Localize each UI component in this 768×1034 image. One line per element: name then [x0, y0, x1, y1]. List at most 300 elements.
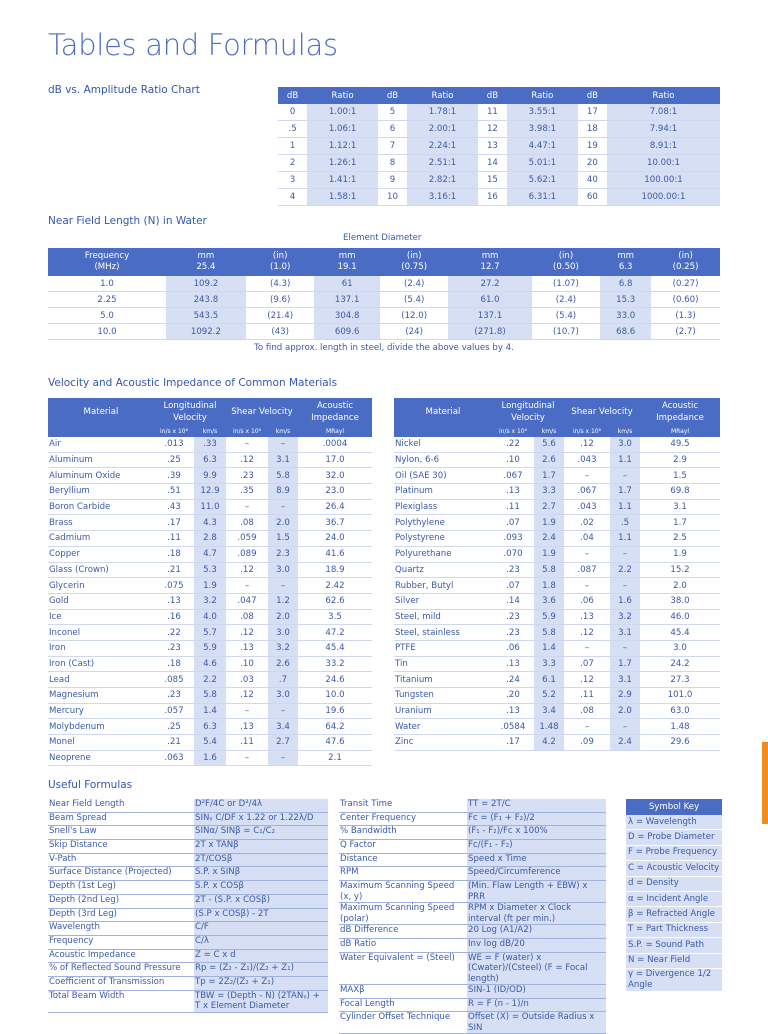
material-name: Tungsten [394, 688, 492, 704]
material-row [394, 640, 720, 656]
material-value: 1.9 [534, 546, 564, 562]
db-cell: .5 [278, 121, 307, 138]
material-value: 1.7 [610, 484, 640, 500]
material-value: .067 [564, 484, 610, 500]
nf-cell: (0.27) [651, 276, 720, 292]
nf-section-title: Near Field Length (N) in Water [48, 215, 207, 227]
material-name: Gold [48, 593, 154, 609]
material-value: 4.7 [194, 546, 226, 562]
material-value: 29.6 [640, 735, 720, 751]
formula-row [48, 963, 328, 977]
material-value: 18.9 [298, 562, 372, 578]
material-value: 2.42 [298, 578, 372, 594]
db-cell: 3 [278, 172, 307, 189]
page-title: Tables and Formulas [48, 28, 338, 62]
unit-ins: in/s x 10⁶ [226, 426, 268, 437]
nf-header-line: mm [338, 251, 356, 261]
nf-cell: 68.6 [600, 324, 651, 340]
material-name: Uranium [394, 703, 492, 719]
materials-table-right [394, 398, 720, 751]
material-value: 6.3 [194, 452, 226, 468]
material-value: 11.0 [194, 499, 226, 515]
material-value: .04 [564, 531, 610, 547]
material-value: .10 [226, 656, 268, 672]
formula-label: Distance [339, 853, 467, 867]
material-value: 41.6 [298, 546, 372, 562]
material-name: Aluminum Oxide [48, 468, 154, 484]
material-value: 49.5 [640, 437, 720, 452]
symbol-key-item: β = Refracted Angle [626, 907, 722, 922]
symbol-key-row [626, 938, 722, 953]
material-value: .085 [154, 672, 194, 688]
material-value: 1.6 [610, 593, 640, 609]
formula-label: Center Frequency [339, 812, 467, 826]
nf-cell: (271.8) [448, 324, 531, 340]
material-value: 2.4 [534, 531, 564, 547]
material-value: 1.1 [610, 452, 640, 468]
formula-row [48, 935, 328, 949]
material-value: .23 [492, 609, 534, 625]
material-name: PTFE [394, 640, 492, 656]
symbol-key-item: λ = Wavelength [626, 815, 722, 830]
element-diameter-label: Element Diameter [343, 233, 422, 243]
material-value: .33 [194, 437, 226, 452]
symbol-key-row [626, 815, 722, 830]
symbol-key-item: γ = Divergence 1/2 Angle [626, 968, 722, 991]
material-name: Zinc [394, 735, 492, 751]
nf-header-cell [314, 248, 379, 276]
material-value: 1.9 [640, 546, 720, 562]
nf-cell: (9.6) [246, 292, 315, 308]
symbol-key-row [626, 861, 722, 876]
material-value: 63.0 [640, 703, 720, 719]
material-value: 2.0 [268, 515, 298, 531]
material-value: – [226, 578, 268, 594]
acoustic-impedance-header: Acoustic Impedance [298, 398, 372, 426]
material-value: .12 [564, 625, 610, 641]
material-value: 15.2 [640, 562, 720, 578]
nf-cell: (5.4) [380, 292, 449, 308]
formula-expression: SIN-1 (ID/OD) [467, 985, 606, 999]
material-row [48, 640, 372, 656]
formula-expression: (F₁ - F₂)/Fc x 100% [467, 826, 606, 840]
material-row [394, 437, 720, 452]
nf-cell: 109.2 [166, 276, 246, 292]
material-value: – [564, 719, 610, 735]
material-name: Polystyrene [394, 531, 492, 547]
db-header-cell: Ratio [607, 87, 720, 104]
nf-note-row [48, 340, 720, 356]
material-value: 1.1 [610, 499, 640, 515]
nf-cell: (43) [246, 324, 315, 340]
material-name: Steel, stainless [394, 625, 492, 641]
formula-row [48, 908, 328, 922]
nf-row [48, 276, 720, 292]
nf-cell: 137.1 [448, 308, 531, 324]
material-value: 12.9 [194, 484, 226, 500]
near-field-table [48, 248, 720, 355]
formula-label: Near Field Length [48, 799, 194, 812]
material-value: 3.0 [268, 562, 298, 578]
material-value: 1.9 [194, 578, 226, 594]
formula-label: Focal Length [339, 998, 467, 1012]
material-value: .059 [226, 531, 268, 547]
db-cell: 1.00:1 [307, 104, 378, 121]
material-value: 2.0 [268, 609, 298, 625]
formula-row [339, 840, 606, 854]
material-value: .06 [564, 593, 610, 609]
material-value: 1.7 [610, 656, 640, 672]
material-value: 3.2 [610, 609, 640, 625]
material-value: .22 [154, 625, 194, 641]
material-value: 2.7 [534, 499, 564, 515]
nf-header-line: 12.7 [480, 262, 500, 272]
db-cell: 40 [578, 172, 607, 189]
db-cell: 5 [378, 104, 407, 121]
materials-table-left [48, 398, 372, 766]
db-cell: 100.00:1 [607, 172, 720, 189]
db-cell: 1.78:1 [407, 104, 478, 121]
material-name: Nylon, 6-6 [394, 452, 492, 468]
nf-cell: (2.4) [532, 292, 601, 308]
symbol-key-row [626, 891, 722, 906]
material-value: .07 [492, 578, 534, 594]
formula-expression: SINᵧ C/DF x 1.22 or 1.22λ/D [194, 812, 328, 826]
db-header-cell: dB [578, 87, 607, 104]
formula-expression: S.P. x SINβ [194, 867, 328, 881]
material-value: 24.0 [298, 531, 372, 547]
material-value: – [268, 750, 298, 766]
symbol-key-item: D = Probe Diameter [626, 830, 722, 845]
formula-row [339, 938, 606, 952]
material-value: 1.7 [534, 468, 564, 484]
nf-cell: 6.8 [600, 276, 651, 292]
db-cell: 8 [378, 155, 407, 172]
shear-velocity-header: Shear Velocity [564, 398, 640, 426]
material-value: – [564, 640, 610, 656]
material-value: 62.6 [298, 593, 372, 609]
material-value: .13 [154, 593, 194, 609]
formula-expression: 2T - (S.P. x COSβ) [194, 894, 328, 908]
nf-header-line: mm [197, 251, 215, 261]
formula-expression: (Min. Flaw Length + EBW) x PRR [467, 881, 606, 903]
material-value: .08 [226, 515, 268, 531]
material-value: 23.0 [298, 484, 372, 500]
material-value: 38.0 [640, 593, 720, 609]
db-cell: 13 [478, 138, 507, 155]
formula-label: Cylinder Offset Technique [339, 1012, 467, 1034]
db-cell: 2.00:1 [407, 121, 478, 138]
db-header-cell: Ratio [307, 87, 378, 104]
formula-label: Snell's Law [48, 826, 194, 840]
db-cell: 3.16:1 [407, 189, 478, 206]
formula-label: Depth (1st Leg) [48, 881, 194, 895]
formula-expression: SINα/ SINβ = C₁/C₂ [194, 826, 328, 840]
material-value: 46.0 [640, 609, 720, 625]
formula-expression: TBW = (Depth - N) (2TANᵧ) + T x Element Diameter [194, 990, 328, 1012]
material-value: .067 [492, 468, 534, 484]
material-value: – [268, 703, 298, 719]
material-value: .20 [492, 688, 534, 704]
material-value: .13 [492, 484, 534, 500]
material-value: .089 [226, 546, 268, 562]
formula-expression: Tp = 2Z₂/(Z₂ + Z₁) [194, 976, 328, 990]
db-cell: 0 [278, 104, 307, 121]
material-row [394, 672, 720, 688]
material-name: Lead [48, 672, 154, 688]
formula-expression: 2T/COSβ [194, 853, 328, 867]
material-row [48, 468, 372, 484]
formula-expression: Rp = (Z₂ - Z₁)/(Z₂ + Z₁) [194, 963, 328, 977]
material-value: 3.2 [194, 593, 226, 609]
formula-row [48, 853, 328, 867]
material-row [48, 452, 372, 468]
material-value: 1.1 [610, 531, 640, 547]
formula-expression: Speed/Circumference [467, 867, 606, 881]
material-row [394, 499, 720, 515]
material-value: 17.0 [298, 452, 372, 468]
material-row [48, 735, 372, 751]
db-cell: 6 [378, 121, 407, 138]
acoustic-impedance-header: Acoustic Impedance [640, 398, 720, 426]
formula-label: Frequency [48, 935, 194, 949]
nf-row [48, 292, 720, 308]
formula-row [339, 985, 606, 999]
material-value: .0584 [492, 719, 534, 735]
material-row [394, 515, 720, 531]
nf-header-line: mm [617, 251, 635, 261]
db-header-cell: Ratio [507, 87, 578, 104]
nf-cell: (4.3) [246, 276, 315, 292]
material-value: .21 [154, 735, 194, 751]
formula-expression: Fc = (F₁ + F₂)/2 [467, 812, 606, 826]
formula-label: Wavelength [48, 922, 194, 936]
longitudinal-velocity-header: Longitudinal Velocity [492, 398, 564, 426]
material-name: Beryllium [48, 484, 154, 500]
material-name: Steel, mild [394, 609, 492, 625]
nf-header-cell [448, 248, 531, 276]
formula-label: % of Reflected Sound Pressure [48, 963, 194, 977]
material-value: 2.8 [194, 531, 226, 547]
formula-row [48, 894, 328, 908]
material-value: .047 [226, 593, 268, 609]
db-cell: 2 [278, 155, 307, 172]
material-value: 5.9 [194, 640, 226, 656]
formula-row [339, 1012, 606, 1034]
material-value: – [564, 578, 610, 594]
db-cell: 1.26:1 [307, 155, 378, 172]
db-cell: 7.94:1 [607, 121, 720, 138]
material-value: – [268, 499, 298, 515]
db-cell: 2.24:1 [407, 138, 478, 155]
formula-expression: 2T x TANβ [194, 840, 328, 854]
db-cell: 1.12:1 [307, 138, 378, 155]
material-value: 45.4 [298, 640, 372, 656]
formula-label: dB Ratio [339, 938, 467, 952]
material-value: 24.6 [298, 672, 372, 688]
material-row [48, 562, 372, 578]
material-name: Platinum [394, 484, 492, 500]
db-ratio-table [278, 87, 720, 206]
nf-cell: (21.4) [246, 308, 315, 324]
formula-label: Skip Distance [48, 840, 194, 854]
material-value: 3.1 [268, 452, 298, 468]
formula-label: Coefficient of Transmission [48, 976, 194, 990]
formula-row [339, 998, 606, 1012]
db-cell: 20 [578, 155, 607, 172]
nf-header-line: mm [481, 251, 499, 261]
material-row [394, 578, 720, 594]
material-value: .013 [154, 437, 194, 452]
material-value: – [610, 546, 640, 562]
shear-velocity-header: Shear Velocity [226, 398, 298, 426]
nf-cell: (10.7) [532, 324, 601, 340]
material-value: 3.6 [534, 593, 564, 609]
material-row [394, 546, 720, 562]
material-row [48, 656, 372, 672]
material-value: .09 [564, 735, 610, 751]
db-header-cell: dB [378, 87, 407, 104]
nf-header-cell [48, 248, 166, 276]
material-value: 32.0 [298, 468, 372, 484]
nf-header-line: (0.25) [672, 262, 699, 272]
formula-label: % Bandwidth [339, 826, 467, 840]
db-cell: 5.01:1 [507, 155, 578, 172]
material-row [394, 688, 720, 704]
material-value: .11 [492, 499, 534, 515]
db-header-cell: Ratio [407, 87, 478, 104]
nf-header-line: 19.1 [337, 262, 357, 272]
material-value: 1.48 [534, 719, 564, 735]
material-row [48, 609, 372, 625]
material-value: 3.3 [534, 656, 564, 672]
nf-header-cell [651, 248, 720, 276]
edge-tab [762, 742, 768, 824]
material-value: .07 [564, 656, 610, 672]
db-cell: 7 [378, 138, 407, 155]
material-value: 3.4 [534, 703, 564, 719]
db-row [278, 155, 720, 172]
formula-expression: R = F (n - 1)/n [467, 998, 606, 1012]
material-row [48, 484, 372, 500]
formula-label: Acoustic Impedance [48, 949, 194, 963]
material-name: Oil (SAE 30) [394, 468, 492, 484]
material-value: .12 [226, 625, 268, 641]
material-value: 1.6 [194, 750, 226, 766]
formula-label: Maximum Scanning Speed (polar) [339, 903, 467, 925]
material-row [48, 719, 372, 735]
material-name: Inconel [48, 625, 154, 641]
nf-cell: 243.8 [166, 292, 246, 308]
unit-mrayl: MRayl [298, 426, 372, 437]
symbol-key-item: C = Acoustic Velocity [626, 861, 722, 876]
material-value: – [226, 437, 268, 452]
material-value: 36.7 [298, 515, 372, 531]
nf-cell: 304.8 [314, 308, 379, 324]
material-row [48, 437, 372, 452]
material-value: .18 [154, 656, 194, 672]
unit-ins: in/s x 10⁶ [564, 426, 610, 437]
material-value: 47.2 [298, 625, 372, 641]
nf-header-cell [532, 248, 601, 276]
formula-expression: TT = 2T/C [467, 799, 606, 812]
nf-cell: 137.1 [314, 292, 379, 308]
material-value: 26.4 [298, 499, 372, 515]
formula-row [48, 867, 328, 881]
material-value: 1.8 [534, 578, 564, 594]
material-name: Iron [48, 640, 154, 656]
material-name: Polyurethane [394, 546, 492, 562]
material-value: 1.2 [268, 593, 298, 609]
material-row [48, 515, 372, 531]
material-value: .03 [226, 672, 268, 688]
db-row [278, 104, 720, 121]
material-value: .13 [492, 703, 534, 719]
db-cell: 16 [478, 189, 507, 206]
material-row [48, 531, 372, 547]
formula-row [48, 922, 328, 936]
unit-ins: in/s x 10⁶ [492, 426, 534, 437]
nf-cell: 1.0 [48, 276, 166, 292]
material-value: .51 [154, 484, 194, 500]
material-value: .5 [610, 515, 640, 531]
material-value: .13 [492, 656, 534, 672]
nf-header-cell [380, 248, 449, 276]
material-value: 6.1 [534, 672, 564, 688]
symbol-key-item: T = Part Thickness [626, 922, 722, 937]
material-value: .063 [154, 750, 194, 766]
nf-cell: (2.7) [651, 324, 720, 340]
material-row [48, 672, 372, 688]
material-row [48, 578, 372, 594]
formula-row [48, 976, 328, 990]
material-row [48, 703, 372, 719]
material-value: 5.2 [534, 688, 564, 704]
material-name: Aluminum [48, 452, 154, 468]
db-cell: 4.47:1 [507, 138, 578, 155]
material-name: Glass (Crown) [48, 562, 154, 578]
material-name: Molybdenum [48, 719, 154, 735]
nf-row [48, 324, 720, 340]
material-row [394, 562, 720, 578]
symbol-key-row [626, 907, 722, 922]
db-row [278, 121, 720, 138]
material-value: – [268, 578, 298, 594]
material-value: 4.3 [194, 515, 226, 531]
material-name: Glycerin [48, 578, 154, 594]
material-value: .13 [226, 640, 268, 656]
material-value: 69.8 [640, 484, 720, 500]
material-name: Monel [48, 735, 154, 751]
formula-expression: 20 Log (A1/A2) [467, 925, 606, 939]
material-value: .39 [154, 468, 194, 484]
material-value: .12 [226, 688, 268, 704]
nf-header-cell [246, 248, 315, 276]
material-value: .23 [226, 468, 268, 484]
material-value: 3.0 [268, 688, 298, 704]
db-cell: 3.55:1 [507, 104, 578, 121]
material-value: – [564, 468, 610, 484]
formula-label: Depth (3rd Leg) [48, 908, 194, 922]
material-value: 3.5 [298, 609, 372, 625]
formula-row [48, 881, 328, 895]
material-value: 3.1 [610, 672, 640, 688]
nf-header-cell [166, 248, 246, 276]
formula-row [339, 881, 606, 903]
nf-header-line: (in) [272, 251, 288, 261]
material-value: .16 [154, 609, 194, 625]
material-value: 5.6 [534, 437, 564, 452]
